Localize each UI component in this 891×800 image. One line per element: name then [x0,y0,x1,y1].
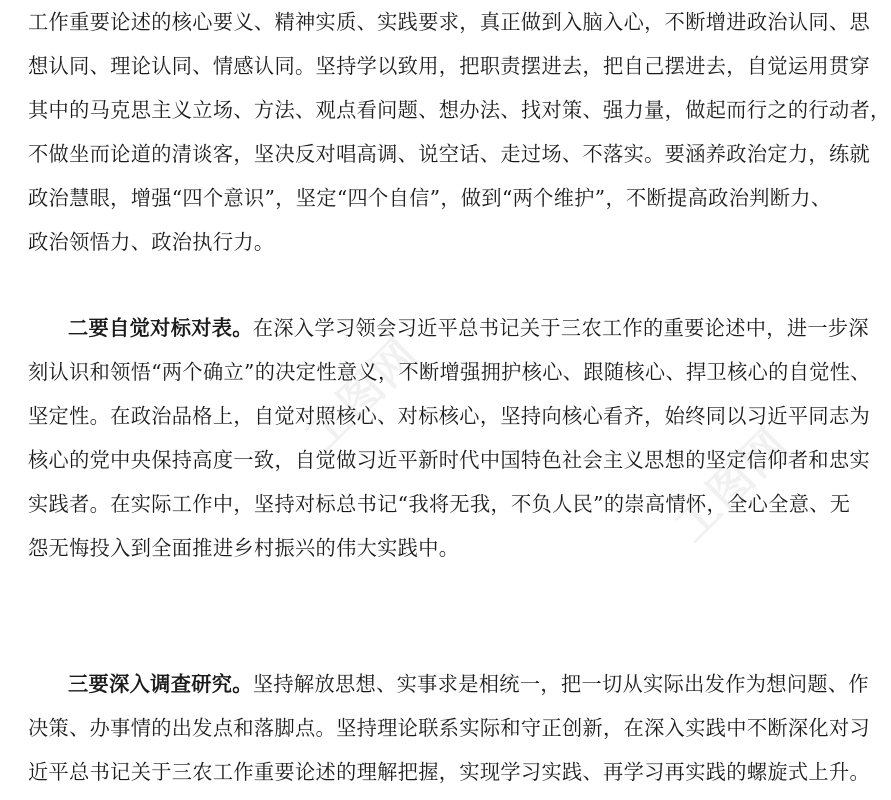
text-line: 其中的马克思主义立场、方法、观点看问题、想办法、找对策、强力量，做起而行之的行动者， [28,98,891,122]
text-line: 怨无悔投入到全面推进乡村振兴的伟大实践中。 [28,536,460,560]
text-line: 核心的党中央保持高度一致，自觉做习近平新时代中国特色社会主义思想的坚定信仰者和忠实 [28,448,871,472]
text-line [28,306,869,350]
text-line: 近平总书记关于三农工作重要论述的理解把握，实现学习实践、再学习再实践的螺旋式上升。 [28,760,871,784]
text-line: 工作重要论述的核心要义、精神实质、实践要求，真正做到入脑入心，不断增进政治认同、思 [28,10,871,34]
paragraph-text: 坚持解放思想、实事求是相统一，把一切从实际出发作为想问题、作 [252,672,869,696]
paragraph-heading: 三要深入调查研究。 [68,672,253,696]
paragraph-investigation [28,662,871,794]
text-line: 想认同、理论认同、情感认同。坚持学以致用，把职责摆进去，把自己摆进去，自觉运用贯穿 [28,54,871,78]
watermark: 工图网 [665,418,800,553]
paragraph-text: 在深入学习领会习近平总书记关于三农工作的重要论述中，进一步深 [252,316,869,340]
text-line: 不做坐而论道的清谈客，坚决反对唱高调、说空话、走过场、不落实。要涵养政治定力，练就 [28,142,871,166]
paragraph-political-identity [28,0,891,264]
text-line: 刻认识和领悟“两个确立”的决定性意义，不断增强拥护核心、跟随核心、捍卫核心的自觉性、 [28,360,871,384]
text-line: 实践者。在实际工作中，坚持对标总书记“我将无我，不负人民”的崇高情怀，全心全意、无 [28,492,851,516]
text-line: 政治领悟力、政治执行力。 [28,230,275,254]
paragraph-benchmarking [28,306,871,570]
text-line: 政治慧眼，增强“四个意识”，坚定“四个自信”，做到“两个维护”，不断提高政治判断力、 [28,186,832,210]
text-line: 坚定性。在政治品格上，自觉对照核心、对标核心，坚持向核心看齐，始终同以习近平同志为 [28,404,871,428]
text-line [28,662,869,706]
paragraph-heading: 二要自觉对标对表。 [68,316,253,340]
text-line: 决策、办事情的出发点和落脚点。坚持理论联系实际和守正创新，在深入实践中不断深化对习 [28,716,871,740]
watermark: 工图网 [295,328,430,463]
